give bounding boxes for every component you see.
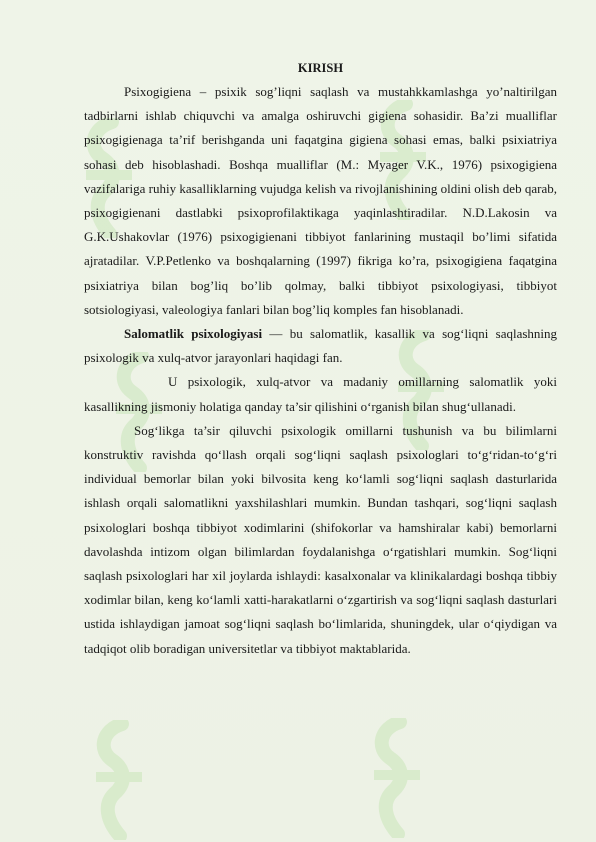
watermark-logo-icon	[88, 720, 152, 840]
paragraph-practice: Sog‘likga ta’sir qiluvchi psixologik omillarni tushunish va bu bilimlarni konstruktiv ravishda qo‘llash orqali sog‘liqni saqlash psixologlari to‘g‘ridan-to‘g‘ri individual bemorlar bilan yoki bilvosita keng ko‘lamli sog‘liqni saqlash dasturlarida ishlash orqali salomatlikni yaxshilashlari mumkin. Bundan tashqari, sog‘liqni saqlash psixologlari boshqa tibbiyot xodimlarini (shifokorlar va hamshiralar kabi) bemorlarni davolashda intizom olgan bilimlardan foydalanishga o‘rgatishlari mumkin. Sog‘liqni saqlash psixologlari har xil joylarda ishlaydi: kasalxonalar va klinikalardagi boshqa tibbiy xodimlar bilan, keng ko‘lamli xatti-harakatlarni o‘zgartirish va sog‘liqni saqlash dasturlari ustida ishlaydigan jamoat sog‘liqni saqlash bo‘limlarida, shuningdek, ular o‘qiydigan va tadqiqot olib boradigan universitetlar va tibbiyot maktablarida.	[84, 422, 557, 656]
document-body	[84, 58, 557, 661]
definition-text: — bu salomatlik, kasallik va sog‘liqni saqlashning psixologik va xulq-atvor jarayonlari haqidagi fan.	[84, 326, 558, 366]
section-title: KIRISH	[297, 61, 344, 75]
paragraph-definition	[84, 322, 557, 370]
defined-term: Salomatlik psixologiyasi	[124, 326, 263, 342]
watermark-logo-icon	[366, 718, 430, 838]
paragraph-scope: U psixologik, xulq-atvor va madaniy omillarning salomatlik yoki kasallikning jismoniy holatiga qanday ta’sir qilishini o‘rganish bilan shug‘ullanadi.	[84, 374, 557, 414]
paragraph-intro: Psixogigiena – psixik sog’liqni saqlash va mustahkkamlashga yo’naltirilgan tadbirlarni ishlab chiquvchi va amalga oshiruvchi gigiena sohasidir. Ba’zi mualliflar psixogigienaga ta’rif berishganda uni faqatgina gigiena sohasi emas, balki psixiatriya sohasi deb hisoblashadi. Boshqa mualliflar (M.: Myager V.K., 1976) psixogigiena vazifalariga ruhiy kasalliklarning vujudga kelish va rivojlanishining oldini olish deb qarab, psixogigienani dastlabki psixoprofilaktikaga yaqinlashtiradilar. N.D.Lakosin va G.K.Ushakovlar (1976) psixogigienani tibbiyot fanlarining mustaqil bo’limi sifatida ajratadilar. V.P.Petlenko va boshqalarning (1997) fikriga ko’ra, psixogigiena faqatgina psixiatriya bilan bog’liq bo’lib qolmay, balki tibbiyot psixologiyasi, tibbiyot sotsiologiyasi, valeologiya fanlari bilan bog’liq komples fan hisoblanadi.	[84, 84, 557, 317]
